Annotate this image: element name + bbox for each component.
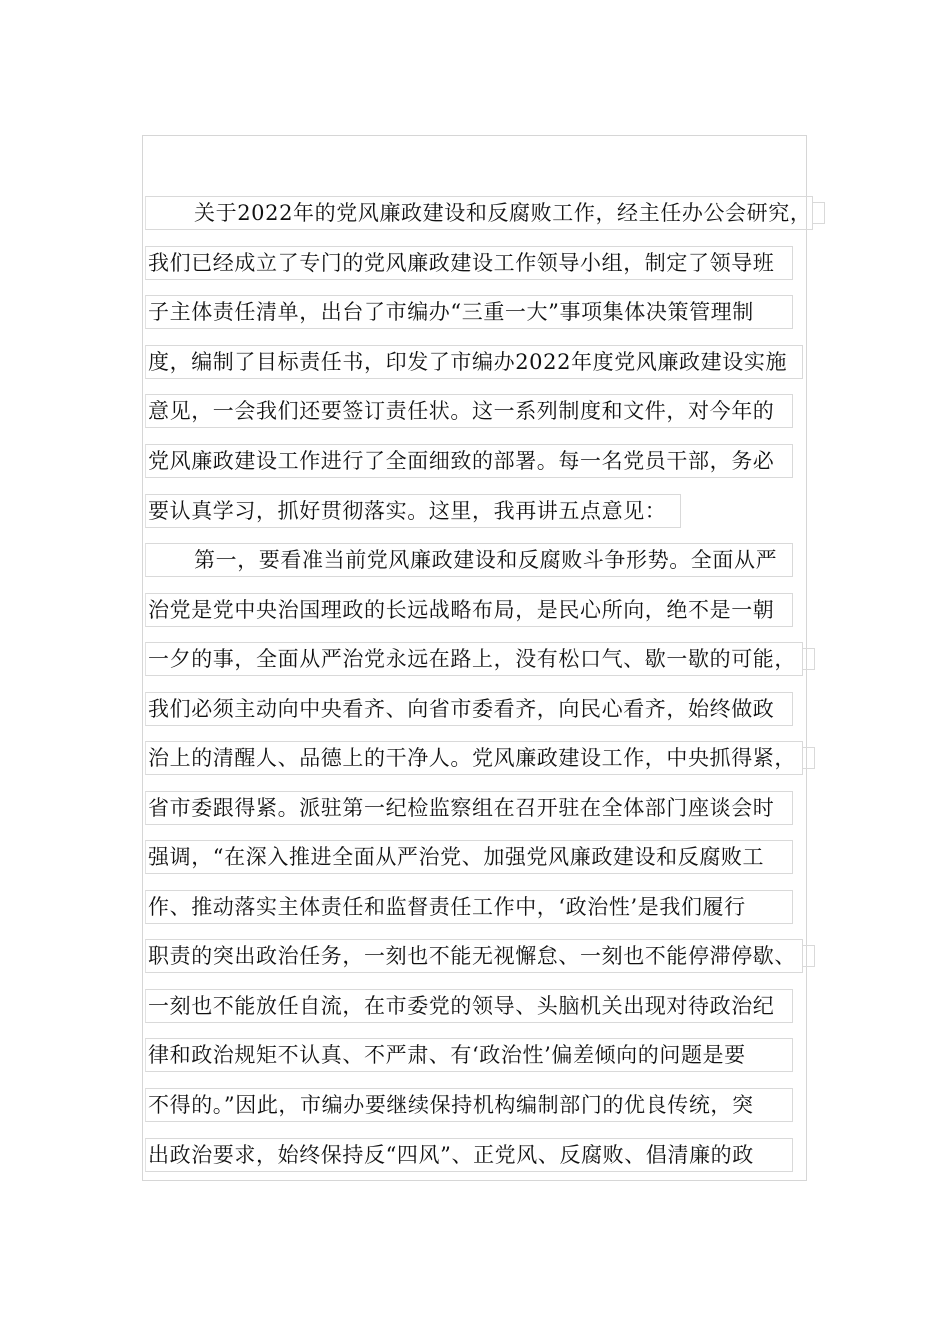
text-line: 度，编制了目标责任书，印发了市编办2022年度党风廉政建设实施 (145, 345, 803, 379)
text-line: 出政治要求，始终保持反“四风”、正党风、反腐败、倡清廉的政 (145, 1138, 793, 1172)
text-line: 意见，一会我们还要签订责任状。这一系列制度和文件，对今年的 (145, 394, 793, 428)
line-end-marker (803, 747, 815, 769)
text-line: 党风廉政建设工作进行了全面细致的部署。每一名党员干部，务必 (145, 444, 793, 478)
line-end-marker (803, 945, 815, 967)
text-line: 治党是党中央治国理政的长远战略布局，是民心所向，绝不是一朝 (145, 593, 793, 627)
text-line: 省市委跟得紧。派驻第一纪检监察组在召开驻在全体部门座谈会时 (145, 791, 793, 825)
text-line: 子主体责任清单，出台了市编办“三重一大”事项集体决策管理制 (145, 295, 793, 329)
text-line: 要认真学习，抓好贯彻落实。这里，我再讲五点意见： (145, 494, 681, 528)
line-end-marker (803, 648, 815, 670)
text-line: 关于2022年的党风廉政建设和反腐败工作，经主任办公会研究， (145, 196, 813, 230)
line-end-marker (813, 202, 825, 224)
text-line: 强调，“在深入推进全面从严治党、加强党风廉政建设和反腐败工 (145, 840, 793, 874)
text-line: 我们必须主动向中央看齐、向省市委看齐，向民心看齐，始终做政 (145, 692, 793, 726)
text-line: 一夕的事，全面从严治党永远在路上，没有松口气、歇一歇的可能， (145, 642, 803, 676)
text-line: 一刻也不能放任自流，在市委党的领导、头脑机关出现对待政治纪 (145, 989, 793, 1023)
text-line: 职责的突出政治任务，一刻也不能无视懈怠、一刻也不能停滞停歇、 (145, 939, 803, 973)
text-line: 律和政治规矩不认真、不严肃、有‘政治性’偏差倾向的问题是要 (145, 1038, 793, 1072)
text-line: 第一，要看准当前党风廉政建设和反腐败斗争形势。全面从严 (145, 543, 793, 577)
text-line: 不得的。”因此，市编办要继续保持机构编制部门的优良传统，突 (145, 1088, 793, 1122)
text-line: 作、推动落实主体责任和监督责任工作中，‘政治性’是我们履行 (145, 890, 793, 924)
text-line: 治上的清醒人、品德上的干净人。党风廉政建设工作，中央抓得紧， (145, 741, 803, 775)
text-line: 我们已经成立了专门的党风廉政建设工作领导小组，制定了领导班 (145, 246, 793, 280)
